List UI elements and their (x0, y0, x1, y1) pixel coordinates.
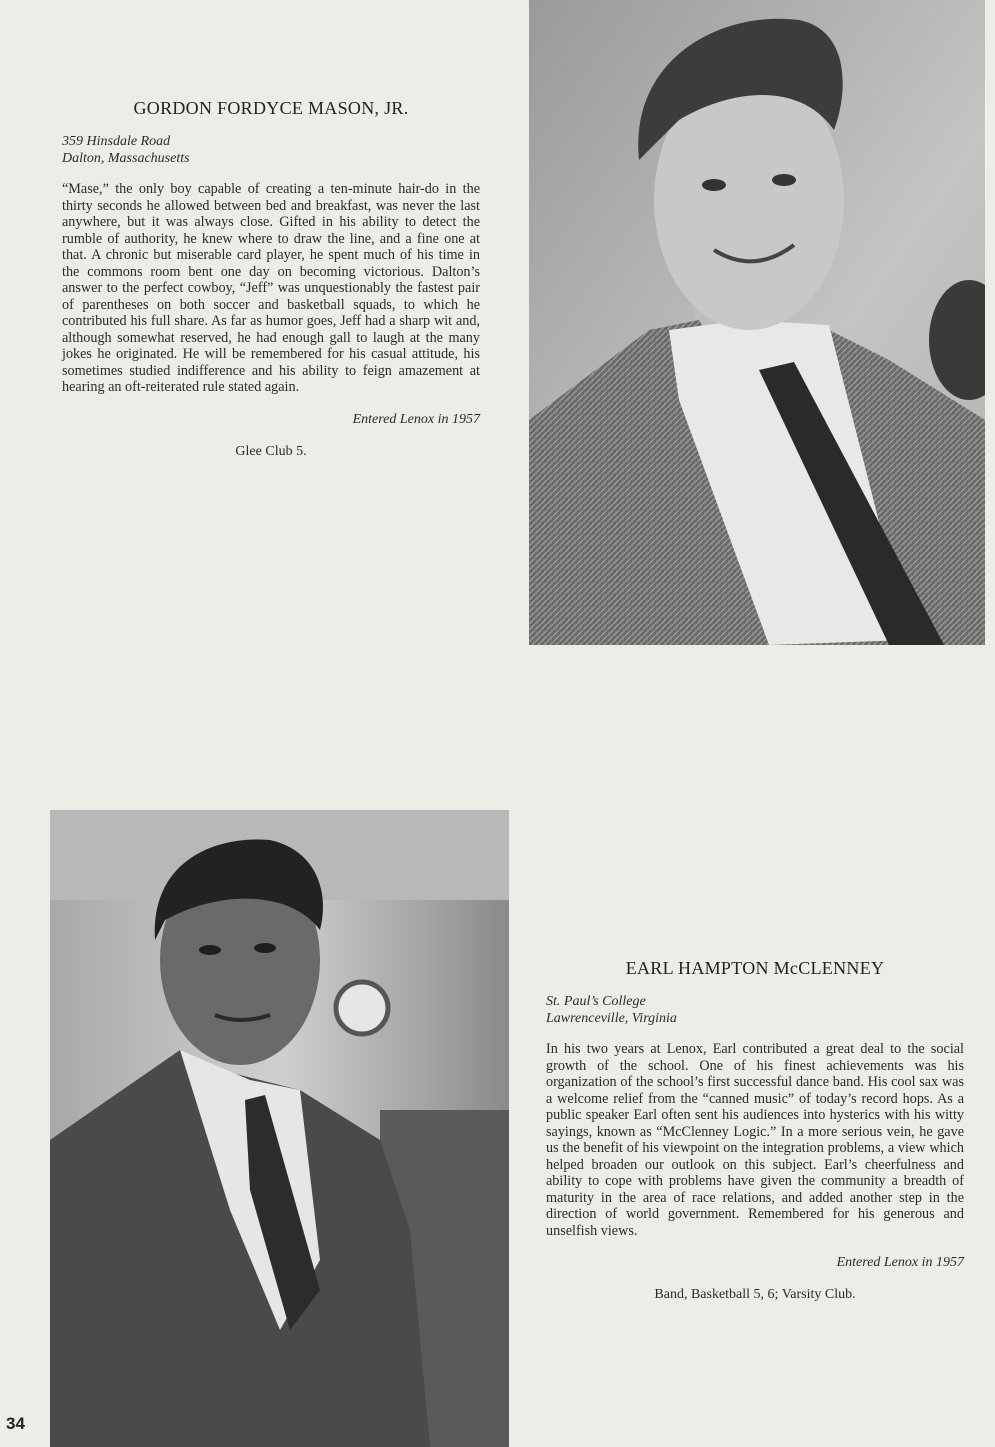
entry-address (546, 993, 964, 1027)
address-line-1: 359 Hinsdale Road (62, 134, 171, 149)
entry-entered: Entered Lenox in 1957 (352, 411, 480, 427)
entry-bio: “Mase,” the only boy capable of creating a ten-minute hair-do in the thirty seconds he allowed between bed and breakfast, was never the last anywhere, but it was always close. Gifted in his ability to detect the rumble of authority, he knew where to draw the line, and a fine one at that. A chronic but miserable card player, he spent much of his time in the commons room bent one day on becoming victorious. Dalton’s answer to the perfect cowboy, “Jeff” was unquestionably the fastest pair of parentheses on both soccer and basketball squads, to which he contributed his full share. As far as humor goes, Jeff had a sharp wit and, although somewhat reserved, he had enough gall to laugh at the many jokes he originated. He will be remembered for his casual attitude, his sometimes studied indifference and his ability to feign amazement at hearing an oft-reiterated rule stated again. (62, 181, 480, 395)
entry-address (62, 133, 480, 167)
entry-mason (62, 98, 480, 460)
address-line-1: St. Paul’s College (546, 994, 646, 1009)
address-line-2: Dalton, Massachusetts (62, 151, 190, 166)
entry-mcclenney (546, 958, 964, 1303)
portrait-mason-illustration (529, 0, 985, 645)
portrait-photo-mason (529, 0, 985, 645)
entry-name: GORDON FORDYCE MASON, JR. (133, 98, 409, 118)
entry-activities: Glee Club 5. (235, 443, 307, 459)
entry-name: EARL HAMPTON McCLENNEY (625, 958, 885, 978)
portrait-mcclenney-illustration (50, 810, 509, 1447)
address-line-2: Lawrenceville, Virginia (546, 1011, 677, 1026)
entry-activities: Band, Basketball 5, 6; Varsity Club. (654, 1287, 856, 1302)
portrait-photo-mcclenney (50, 810, 509, 1447)
entry-bio: In his two years at Lenox, Earl contributed a great deal to the social growth of the school. One of his finest achievements was his organization of the school’s first successful dance band. His cool sax was a welcome relief from the “canned music” of today’s record hops. As a public speaker Earl often sent his audiences into hysterics with his witty sayings, known as “McClenney Logic.” In a more serious vein, he gave us the benefit of his viewpoint on the integration problems, a view which helped broaden our outlook on this subject. Earl’s cheerfulness and ability to cope with problems have given the community a breadth of maturity in the area of race relations, and added another step in the direction of world government. Remembered for his generous and unselfish views. (546, 1041, 964, 1239)
entry-entered: Entered Lenox in 1957 (836, 1255, 964, 1270)
page-number: 34 (6, 1414, 25, 1433)
